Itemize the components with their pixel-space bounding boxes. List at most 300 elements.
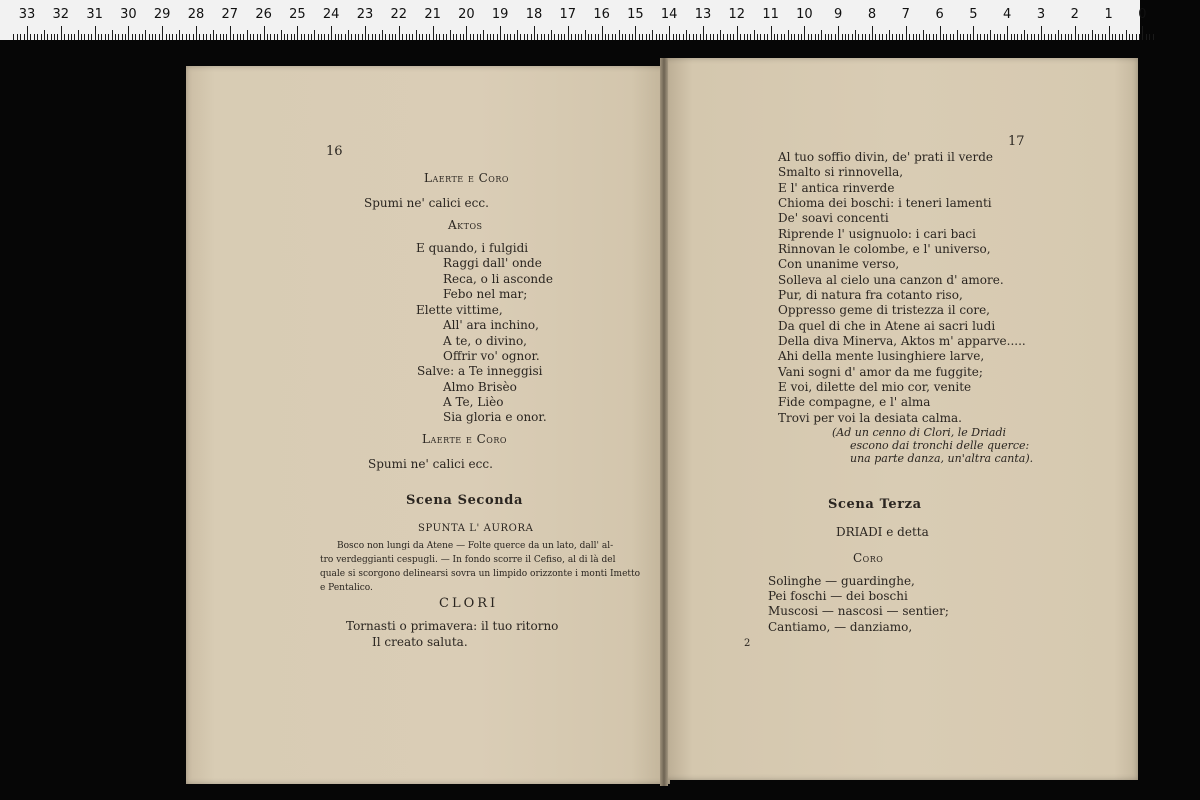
ruler-number: 26 bbox=[255, 7, 272, 22]
ruler-tick bbox=[666, 34, 667, 40]
ruler-number: 11 bbox=[762, 7, 779, 22]
ruler-tick bbox=[13, 34, 14, 40]
ruler-tick bbox=[622, 34, 623, 40]
ruler-tick bbox=[723, 34, 724, 40]
ruler-tick bbox=[1024, 30, 1025, 40]
ruler-number: 30 bbox=[120, 7, 137, 22]
verse-line: Spumi ne' calici ecc. bbox=[364, 196, 489, 210]
verse-line: Muscosi — nascosi — sentier; bbox=[768, 604, 949, 618]
verse-line: Cantiamo, — danziamo, bbox=[768, 620, 913, 634]
ruler-tick bbox=[558, 34, 559, 40]
ruler-number: 23 bbox=[356, 7, 374, 22]
ruler-tick bbox=[328, 34, 329, 40]
ruler-tick bbox=[987, 34, 988, 40]
speaker-label: Aktos bbox=[448, 218, 483, 232]
ruler-tick bbox=[490, 34, 491, 40]
ruler-number: 6 bbox=[935, 7, 944, 22]
verse-line: Reca, o li asconde bbox=[443, 272, 553, 286]
ruler-tick bbox=[152, 34, 153, 40]
ruler-tick bbox=[98, 34, 99, 40]
ruler-tick bbox=[537, 34, 538, 40]
ruler-tick bbox=[78, 30, 79, 40]
ruler-tick bbox=[324, 34, 325, 40]
ruler-number: 18 bbox=[525, 7, 543, 22]
ruler-tick bbox=[771, 26, 772, 40]
ruler-tick bbox=[166, 34, 167, 40]
ruler-tick bbox=[1109, 26, 1110, 40]
ruler-tick bbox=[460, 34, 461, 40]
ruler-tick bbox=[571, 34, 572, 40]
ruler-tick bbox=[450, 30, 451, 40]
ruler-tick bbox=[1031, 34, 1032, 40]
ruler-tick bbox=[923, 30, 924, 40]
ruler-tick bbox=[402, 34, 403, 40]
ruler-tick bbox=[1112, 34, 1113, 40]
ruler-tick bbox=[892, 34, 893, 40]
verse-line: Trovi per voi la desiata calma. bbox=[778, 411, 962, 425]
ruler-tick bbox=[1132, 34, 1133, 40]
ruler-tick bbox=[919, 34, 920, 40]
ruler-tick bbox=[1058, 30, 1059, 40]
ruler-tick bbox=[788, 30, 789, 40]
ruler-tick bbox=[828, 34, 829, 40]
ruler-tick bbox=[608, 34, 609, 40]
ruler-tick bbox=[128, 26, 129, 40]
ruler-tick bbox=[865, 34, 866, 40]
ruler-tick bbox=[1068, 34, 1069, 40]
ruler-tick bbox=[169, 34, 170, 40]
ruler-tick bbox=[848, 34, 849, 40]
ruler-tick bbox=[889, 30, 890, 40]
verse-line: Salve: a Te inneggisi bbox=[417, 364, 543, 378]
ruler-tick bbox=[395, 34, 396, 40]
ruler-tick bbox=[477, 34, 478, 40]
ruler-number: 22 bbox=[390, 7, 408, 22]
ruler-tick bbox=[936, 34, 937, 40]
ruler-tick bbox=[835, 34, 836, 40]
ruler-tick bbox=[662, 34, 663, 40]
ruler-tick bbox=[710, 34, 711, 40]
right-page bbox=[664, 58, 1138, 780]
ruler-tick bbox=[1139, 34, 1140, 40]
ruler-tick bbox=[483, 30, 484, 40]
ruler-tick bbox=[247, 30, 248, 40]
verse-line: Solleva al cielo una canzon d' amore. bbox=[778, 273, 1004, 287]
ruler-tick bbox=[1021, 34, 1022, 40]
ruler-tick bbox=[253, 34, 254, 40]
ruler-tick bbox=[1048, 34, 1049, 40]
scene-subtitle: DRIADI e detta bbox=[836, 525, 929, 539]
ruler-tick bbox=[1000, 34, 1001, 40]
page-number: 16 bbox=[326, 144, 343, 159]
ruler-tick bbox=[399, 26, 400, 40]
verse-line: Con unanime verso, bbox=[778, 257, 900, 271]
ruler-tick bbox=[230, 26, 231, 40]
ruler-tick bbox=[1129, 34, 1130, 40]
verse-line: Della diva Minerva, Aktos m' apparve..... bbox=[778, 334, 1026, 348]
ruler-tick bbox=[1051, 34, 1052, 40]
ruler-tick bbox=[321, 34, 322, 40]
ruler-tick bbox=[274, 34, 275, 40]
ruler-number: 17 bbox=[559, 7, 577, 22]
ruler-number: 8 bbox=[867, 7, 877, 22]
ruler-tick bbox=[277, 34, 278, 40]
ruler-number: 16 bbox=[593, 7, 610, 22]
ruler-tick bbox=[426, 34, 427, 40]
ruler-tick bbox=[203, 34, 204, 40]
ruler-tick bbox=[615, 34, 616, 40]
ruler-tick bbox=[162, 26, 163, 40]
verse-line: Fide compagne, e l' alma bbox=[778, 395, 931, 409]
ruler-tick bbox=[656, 34, 657, 40]
ruler-tick bbox=[1146, 34, 1147, 40]
ruler-tick bbox=[301, 34, 302, 40]
ruler-tick bbox=[977, 34, 978, 40]
ruler-tick bbox=[74, 34, 75, 40]
ruler-number: 15 bbox=[627, 7, 644, 22]
ruler-tick bbox=[842, 34, 843, 40]
ruler-number: 28 bbox=[187, 7, 205, 22]
ruler-tick bbox=[213, 30, 214, 40]
ruler-tick bbox=[365, 26, 366, 40]
ruler-tick bbox=[815, 34, 816, 40]
ruler-tick bbox=[281, 30, 282, 40]
ruler-tick bbox=[970, 34, 971, 40]
ruler-tick bbox=[1061, 34, 1062, 40]
ruler-tick bbox=[1055, 34, 1056, 40]
ruler-tick bbox=[318, 34, 319, 40]
ruler-tick bbox=[240, 34, 241, 40]
ruler-tick bbox=[101, 34, 102, 40]
ruler-tick bbox=[54, 34, 55, 40]
ruler-tick bbox=[1098, 34, 1099, 40]
ruler-tick bbox=[568, 26, 569, 40]
ruler-tick bbox=[669, 26, 670, 40]
ruler-tick bbox=[679, 34, 680, 40]
ruler-tick bbox=[149, 34, 150, 40]
ruler-number: 5 bbox=[969, 7, 978, 22]
ruler-tick bbox=[392, 34, 393, 40]
ruler-tick bbox=[287, 34, 288, 40]
ruler-tick bbox=[808, 34, 809, 40]
ruler-tick bbox=[81, 34, 82, 40]
ruler-tick bbox=[858, 34, 859, 40]
ruler-tick bbox=[1095, 34, 1096, 40]
ruler-tick bbox=[341, 34, 342, 40]
ruler-tick bbox=[1088, 34, 1089, 40]
ruler-tick bbox=[372, 34, 373, 40]
ruler-tick bbox=[95, 26, 96, 40]
ruler-number: 19 bbox=[491, 7, 509, 22]
ruler-tick bbox=[68, 34, 69, 40]
verse-line: Al tuo soffio divin, de' prati il verde bbox=[778, 150, 994, 164]
ruler-tick bbox=[686, 30, 687, 40]
stage-direction: tro verdeggianti cespugli. — In fondo scorre il Cefiso, al di là del bbox=[320, 555, 616, 565]
ruler-tick bbox=[683, 34, 684, 40]
ruler-tick bbox=[652, 30, 653, 40]
speaker-label: Laerte e Coro bbox=[422, 432, 507, 446]
ruler-number: 33 bbox=[18, 7, 36, 22]
ruler-tick bbox=[132, 34, 133, 40]
verse-line: E voi, dilette del mio cor, venite bbox=[778, 380, 972, 394]
ruler-tick bbox=[1085, 34, 1086, 40]
ruler-tick bbox=[51, 34, 52, 40]
ruler-tick bbox=[875, 34, 876, 40]
ruler-tick bbox=[929, 34, 930, 40]
ruler-tick bbox=[125, 34, 126, 40]
ruler-tick bbox=[1136, 34, 1137, 40]
ruler-tick bbox=[872, 26, 873, 40]
ruler-tick bbox=[216, 34, 217, 40]
ruler-tick bbox=[595, 34, 596, 40]
ruler-tick bbox=[1119, 34, 1120, 40]
ruler-tick bbox=[47, 34, 48, 40]
ruler-tick bbox=[747, 34, 748, 40]
ruler-tick bbox=[504, 34, 505, 40]
ruler-tick bbox=[886, 34, 887, 40]
ruler-tick bbox=[182, 34, 183, 40]
ruler-tick bbox=[598, 34, 599, 40]
ruler-tick bbox=[943, 34, 944, 40]
ruler-tick bbox=[791, 34, 792, 40]
ruler-tick bbox=[585, 30, 586, 40]
verse-line: Spumi ne' calici ecc. bbox=[368, 457, 493, 471]
ruler-tick bbox=[578, 34, 579, 40]
ruler-tick bbox=[953, 34, 954, 40]
ruler-tick bbox=[1041, 26, 1042, 40]
ruler-tick bbox=[1115, 34, 1116, 40]
ruler-number: 32 bbox=[52, 7, 70, 22]
ruler-tick bbox=[760, 34, 761, 40]
ruler-tick bbox=[963, 34, 964, 40]
ruler-tick bbox=[500, 26, 501, 40]
ruler-tick bbox=[1038, 34, 1039, 40]
ruler-tick bbox=[909, 34, 910, 40]
ruler-tick bbox=[1034, 34, 1035, 40]
ruler-tick bbox=[754, 30, 755, 40]
verse-line: A Te, Lièo bbox=[443, 395, 504, 409]
ruler-tick bbox=[730, 34, 731, 40]
ruler-tick bbox=[733, 34, 734, 40]
stage-direction: e Pentalico. bbox=[320, 583, 373, 593]
ruler-tick bbox=[142, 34, 143, 40]
ruler-tick bbox=[744, 34, 745, 40]
ruler-tick bbox=[44, 30, 45, 40]
ruler-tick bbox=[115, 34, 116, 40]
ruler-tick bbox=[950, 34, 951, 40]
ruler-tick bbox=[210, 34, 211, 40]
ruler-tick bbox=[706, 34, 707, 40]
ruler-tick bbox=[199, 34, 200, 40]
ruler-tick bbox=[186, 34, 187, 40]
ruler-tick bbox=[308, 34, 309, 40]
ruler-number: 29 bbox=[153, 7, 171, 22]
verse-line: Pei foschi — dei boschi bbox=[768, 589, 908, 603]
ruler-tick bbox=[517, 30, 518, 40]
speaker-label: Coro bbox=[853, 551, 884, 565]
ruler-tick bbox=[818, 34, 819, 40]
ruler-tick bbox=[294, 34, 295, 40]
measuring-ruler bbox=[0, 0, 1147, 40]
stage-direction: una parte danza, un'altra canta). bbox=[850, 452, 1034, 465]
ruler-tick bbox=[696, 34, 697, 40]
ruler-tick bbox=[88, 34, 89, 40]
ruler-tick bbox=[108, 34, 109, 40]
ruler-tick bbox=[220, 34, 221, 40]
ruler-tick bbox=[554, 34, 555, 40]
ruler-tick bbox=[869, 34, 870, 40]
ruler-tick bbox=[243, 34, 244, 40]
verse-line: All' ara inchino, bbox=[443, 318, 539, 332]
ruler-tick bbox=[713, 34, 714, 40]
ruler-tick bbox=[973, 26, 974, 40]
ruler-tick bbox=[960, 34, 961, 40]
ruler-tick bbox=[17, 34, 18, 40]
ruler-tick bbox=[446, 34, 447, 40]
ruler-tick bbox=[906, 26, 907, 40]
ruler-tick bbox=[27, 26, 28, 40]
ruler-tick bbox=[997, 34, 998, 40]
ruler-tick bbox=[984, 34, 985, 40]
ruler-tick bbox=[348, 30, 349, 40]
ruler-tick bbox=[1004, 34, 1005, 40]
verse-line: Almo Brisèo bbox=[443, 380, 517, 394]
ruler-tick bbox=[409, 34, 410, 40]
ruler-tick bbox=[727, 34, 728, 40]
ruler-tick bbox=[933, 34, 934, 40]
ruler-tick bbox=[260, 34, 261, 40]
ruler-tick bbox=[804, 26, 805, 40]
ruler-tick bbox=[118, 34, 119, 40]
ruler-tick bbox=[740, 34, 741, 40]
ruler-tick bbox=[764, 34, 765, 40]
stage-direction: (Ad un cenno di Clori, le Driadi bbox=[832, 426, 1007, 439]
ruler-tick bbox=[1044, 34, 1045, 40]
ruler-tick bbox=[135, 34, 136, 40]
ruler-tick bbox=[720, 30, 721, 40]
ruler-tick bbox=[91, 34, 92, 40]
ruler-tick bbox=[480, 34, 481, 40]
ruler-tick bbox=[1014, 34, 1015, 40]
ruler-tick bbox=[20, 34, 21, 40]
ruler-tick bbox=[551, 30, 552, 40]
verse-line: Chioma dei boschi: i teneri lamenti bbox=[778, 196, 992, 210]
ruler-tick bbox=[1065, 34, 1066, 40]
ruler-tick bbox=[899, 34, 900, 40]
ruler-tick bbox=[1102, 34, 1103, 40]
ruler-tick bbox=[37, 34, 38, 40]
ruler-tick bbox=[896, 34, 897, 40]
verse-line: Solinghe — guardinghe, bbox=[768, 574, 915, 588]
ruler-tick bbox=[264, 26, 265, 40]
ruler-tick bbox=[297, 26, 298, 40]
ruler-tick bbox=[139, 34, 140, 40]
ruler-tick bbox=[801, 34, 802, 40]
verse-line: Da quel di che in Atene ai sacri ludi bbox=[778, 319, 996, 333]
verse-line: E quando, i fulgidi bbox=[416, 241, 529, 255]
ruler-tick bbox=[304, 34, 305, 40]
verse-line: Pur, di natura fra cotanto riso, bbox=[778, 288, 963, 302]
ruler-number: 4 bbox=[1003, 7, 1012, 22]
ruler-tick bbox=[534, 26, 535, 40]
ruler-tick bbox=[561, 34, 562, 40]
ruler-tick bbox=[821, 30, 822, 40]
ruler-tick bbox=[433, 26, 434, 40]
ruler-tick bbox=[155, 34, 156, 40]
ruler-tick bbox=[524, 34, 525, 40]
ruler-tick bbox=[642, 34, 643, 40]
verse-line: Vani sogni d' amor da me fuggite; bbox=[778, 365, 983, 379]
ruler-tick bbox=[145, 30, 146, 40]
ruler-tick bbox=[105, 34, 106, 40]
ruler-tick bbox=[406, 34, 407, 40]
verse-line: Il creato saluta. bbox=[372, 635, 468, 649]
ruler-tick bbox=[237, 34, 238, 40]
ruler-tick bbox=[659, 34, 660, 40]
ruler-tick bbox=[71, 34, 72, 40]
ruler-tick bbox=[284, 34, 285, 40]
ruler-tick bbox=[946, 34, 947, 40]
verse-line: De' soavi concenti bbox=[778, 211, 889, 225]
ruler-tick bbox=[351, 34, 352, 40]
ruler-tick bbox=[689, 34, 690, 40]
ruler-tick bbox=[223, 34, 224, 40]
ruler-tick bbox=[882, 34, 883, 40]
ruler-tick bbox=[463, 34, 464, 40]
ruler-tick bbox=[493, 34, 494, 40]
ruler-tick bbox=[717, 34, 718, 40]
ruler-tick bbox=[439, 34, 440, 40]
ruler-tick bbox=[30, 34, 31, 40]
ruler-tick bbox=[940, 26, 941, 40]
ruler-tick bbox=[122, 34, 123, 40]
verse-line: Ahi della mente lusinghiere larve, bbox=[778, 349, 985, 363]
ruler-tick bbox=[291, 34, 292, 40]
ruler-number: 10 bbox=[796, 7, 813, 22]
ruler-tick bbox=[777, 34, 778, 40]
verse-line: A te, o divino, bbox=[443, 334, 527, 348]
ruler-tick bbox=[646, 34, 647, 40]
ruler-tick bbox=[338, 34, 339, 40]
ruler-tick bbox=[57, 34, 58, 40]
ruler-tick bbox=[994, 34, 995, 40]
ruler-tick bbox=[916, 34, 917, 40]
verse-line: Offrir vo' ognor. bbox=[443, 349, 540, 363]
ruler-tick bbox=[825, 34, 826, 40]
ruler-tick bbox=[676, 34, 677, 40]
speaker-label: CLORI bbox=[439, 596, 499, 611]
ruler-number: 21 bbox=[424, 7, 441, 22]
ruler-tick bbox=[774, 34, 775, 40]
ruler-tick bbox=[436, 34, 437, 40]
ruler-tick bbox=[757, 34, 758, 40]
ruler-number: 12 bbox=[728, 7, 746, 22]
ruler-tick bbox=[750, 34, 751, 40]
ruler-tick bbox=[1027, 34, 1028, 40]
ruler-tick bbox=[612, 34, 613, 40]
ruler-tick bbox=[632, 34, 633, 40]
ruler-tick bbox=[737, 26, 738, 40]
ruler-tick bbox=[345, 34, 346, 40]
ruler-tick bbox=[172, 34, 173, 40]
ruler-number: 3 bbox=[1036, 7, 1046, 22]
verse-line: Febo nel mar; bbox=[443, 287, 528, 301]
ruler-tick bbox=[1078, 34, 1079, 40]
ruler-tick bbox=[1122, 34, 1123, 40]
ruler-tick bbox=[189, 34, 190, 40]
ruler-tick bbox=[811, 34, 812, 40]
verse-line: Sia gloria e onor. bbox=[443, 410, 547, 424]
